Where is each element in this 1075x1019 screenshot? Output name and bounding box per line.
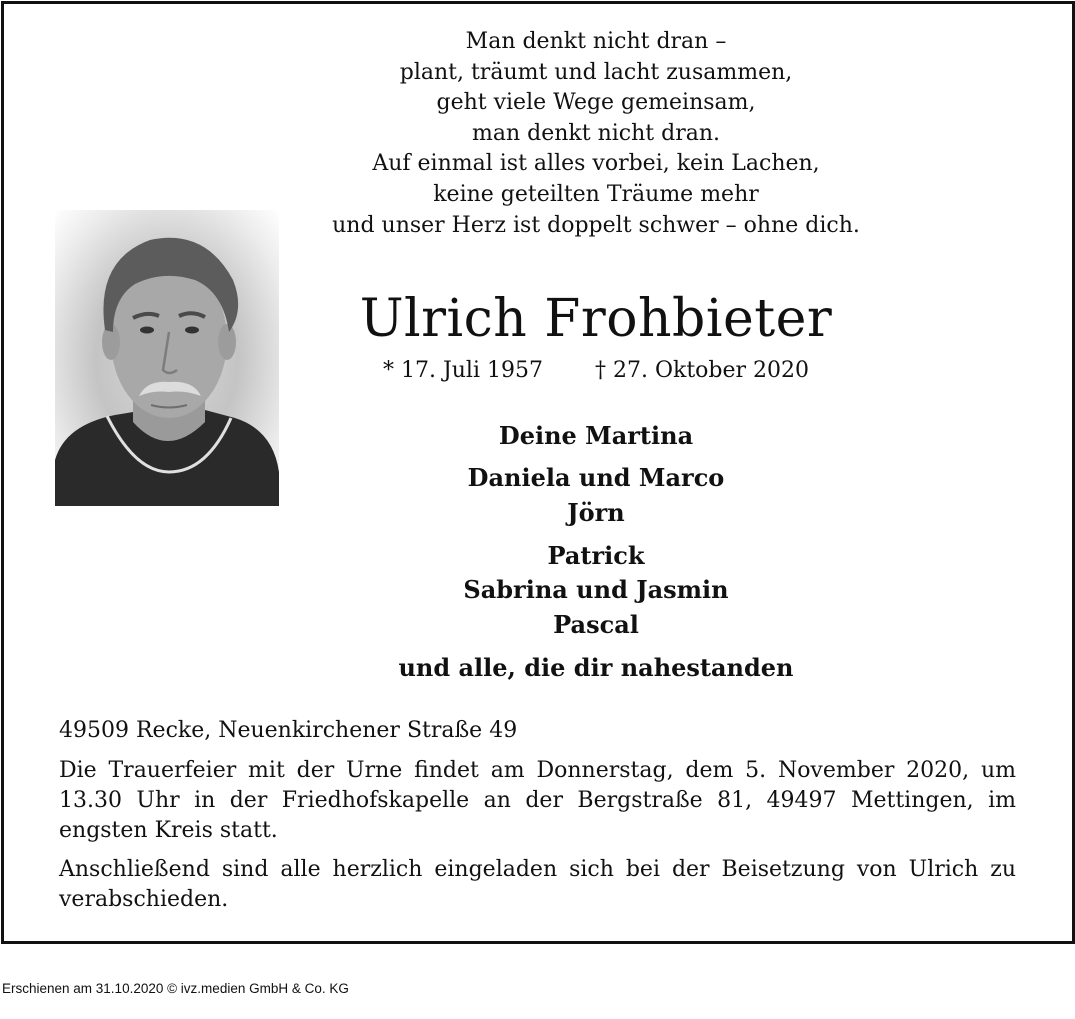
family-member: Deine Martina xyxy=(498,421,694,450)
family-member: Jörn xyxy=(567,498,625,527)
closing-info: Anschließend sind alle herzlich eingeladen sich bei der Beisetzung von Ulrich zu verabschieden. xyxy=(59,857,1016,912)
family-member: Patrick xyxy=(547,541,645,570)
poem xyxy=(300,27,892,241)
poem-line: Auf einmal ist alles vorbei, kein Lachen, xyxy=(372,151,820,177)
poem-line: geht viele Wege gemeinsam, xyxy=(436,90,756,116)
deceased-name: Ulrich Frohbieter xyxy=(359,289,833,349)
family-member: Sabrina und Jasmin xyxy=(463,575,729,604)
funeral-info: Die Trauerfeier mit der Urne findet am Donnerstag, dem 5. November 2020, um 13.30 Uhr in der Friedhofskapelle an der Bergstraße 81, 49497 Mettingen, im engsten Kreis statt. xyxy=(59,758,1016,843)
birth-date: * 17. Juli 1957 xyxy=(382,358,543,383)
poem-line: und unser Herz ist doppelt schwer – ohne dich. xyxy=(332,212,860,238)
family-closing: und alle, die dir nahestanden xyxy=(398,653,794,682)
poem-line: Man denkt nicht dran – xyxy=(465,29,727,54)
poem-line: keine geteilten Träume mehr xyxy=(433,181,759,207)
address: 49509 Recke, Neuenkirchener Straße 49 xyxy=(59,718,518,743)
poem-line: plant, träumt und lacht zusammen, xyxy=(399,59,793,85)
publication-footer: Erschienen am 31.10.2020 © ivz.medien GmbH & Co. KG xyxy=(2,981,349,996)
death-date: † 27. Oktober 2020 xyxy=(594,358,810,383)
poem-line: man denkt nicht dran. xyxy=(472,120,720,146)
life-dates xyxy=(300,356,892,386)
portrait-photo xyxy=(55,210,279,506)
family-member: Daniela und Marco xyxy=(467,463,725,492)
family-member: Pascal xyxy=(553,610,639,639)
